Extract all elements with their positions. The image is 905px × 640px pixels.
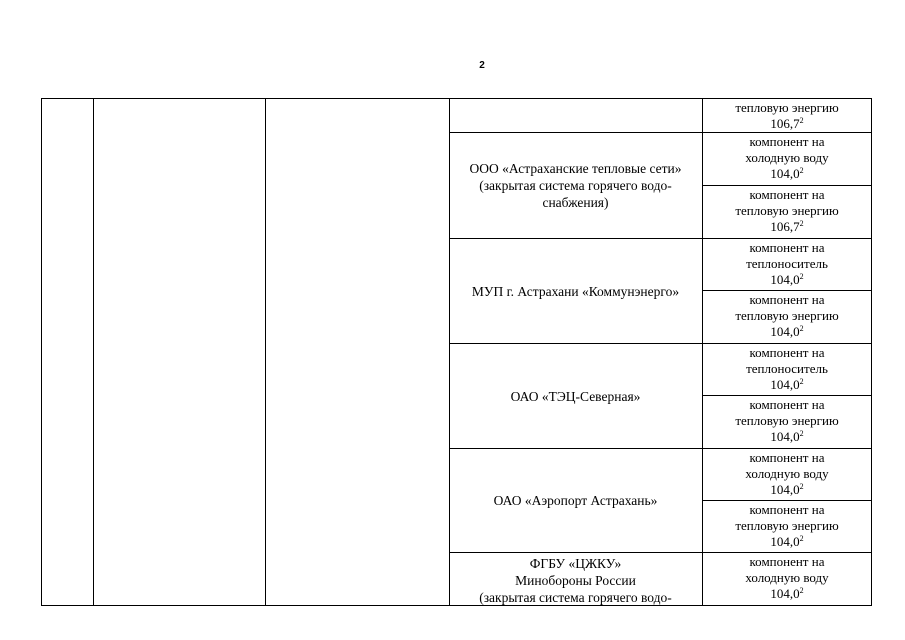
component-cell bbox=[702, 501, 872, 552]
component-cell bbox=[702, 449, 872, 500]
organization-note: (закрытая система горячего водо- bbox=[479, 178, 672, 193]
column-divider bbox=[93, 98, 94, 606]
component-cell bbox=[702, 344, 872, 395]
component-label: тепловую энергию bbox=[735, 518, 839, 533]
component-label: холодную воду bbox=[745, 150, 829, 165]
component-cell bbox=[702, 99, 872, 132]
component-cell bbox=[702, 186, 872, 238]
component-label: тепловую энергию bbox=[735, 308, 839, 323]
organization-cell bbox=[449, 344, 702, 448]
component-value: 106,7$^2$ bbox=[770, 116, 804, 131]
component-label: компонент на bbox=[749, 292, 825, 307]
component-label: компонент на bbox=[749, 502, 825, 517]
component-cell bbox=[702, 239, 872, 290]
organization-name: ООО «Астраханские тепловые сети» bbox=[469, 161, 682, 176]
component-label: холодную воду bbox=[745, 570, 829, 585]
component-label: компонент на bbox=[749, 187, 825, 202]
organization-cell bbox=[449, 449, 702, 552]
organization-name: Минобороны России bbox=[515, 573, 636, 588]
component-value: 104,0$^2$ bbox=[770, 377, 804, 392]
component-value: 104,0$^2$ bbox=[770, 586, 804, 601]
component-label: компонент на bbox=[749, 240, 825, 255]
component-label: теплоноситель bbox=[746, 361, 828, 376]
organization-name: ОАО «Аэропорт Астрахань» bbox=[493, 493, 658, 508]
component-value: 104,0$^2$ bbox=[770, 534, 804, 549]
organization-name: ФГБУ «ЦЖКУ» bbox=[529, 556, 622, 571]
component-label: тепловую энергию bbox=[735, 413, 839, 428]
component-cell bbox=[702, 396, 872, 448]
column-divider bbox=[265, 98, 266, 606]
organization-cell bbox=[449, 133, 702, 238]
component-label: холодную воду bbox=[745, 466, 829, 481]
component-label: компонент на bbox=[749, 450, 825, 465]
component-label: тепловую энергию bbox=[735, 203, 839, 218]
component-label: компонент на bbox=[749, 554, 825, 569]
component-value: 104,0$^2$ bbox=[770, 429, 804, 444]
component-value: 106,7$^2$ bbox=[770, 219, 804, 234]
component-value: 104,0$^2$ bbox=[770, 272, 804, 287]
component-label: тепловую энергию bbox=[735, 100, 839, 115]
component-label: теплоноситель bbox=[746, 256, 828, 271]
component-label: компонент на bbox=[749, 397, 825, 412]
organization-cell bbox=[449, 553, 702, 606]
component-value: 104,0$^2$ bbox=[770, 482, 804, 497]
page-number: 2 bbox=[479, 60, 485, 71]
component-label: компонент на bbox=[749, 345, 825, 360]
organization-note: (закрытая система горячего водо- bbox=[479, 590, 672, 605]
organization-note: снабжения) bbox=[542, 195, 609, 210]
component-cell bbox=[702, 291, 872, 343]
component-cell bbox=[702, 553, 872, 606]
component-cell bbox=[702, 133, 872, 185]
organization-cell bbox=[449, 239, 702, 343]
component-label: компонент на bbox=[749, 134, 825, 149]
organization-name: МУП г. Астрахани «Коммунэнерго» bbox=[471, 283, 680, 299]
component-value: 104,0$^2$ bbox=[770, 166, 804, 181]
organization-name: ОАО «ТЭЦ-Северная» bbox=[510, 388, 641, 404]
component-value: 104,0$^2$ bbox=[770, 324, 804, 339]
